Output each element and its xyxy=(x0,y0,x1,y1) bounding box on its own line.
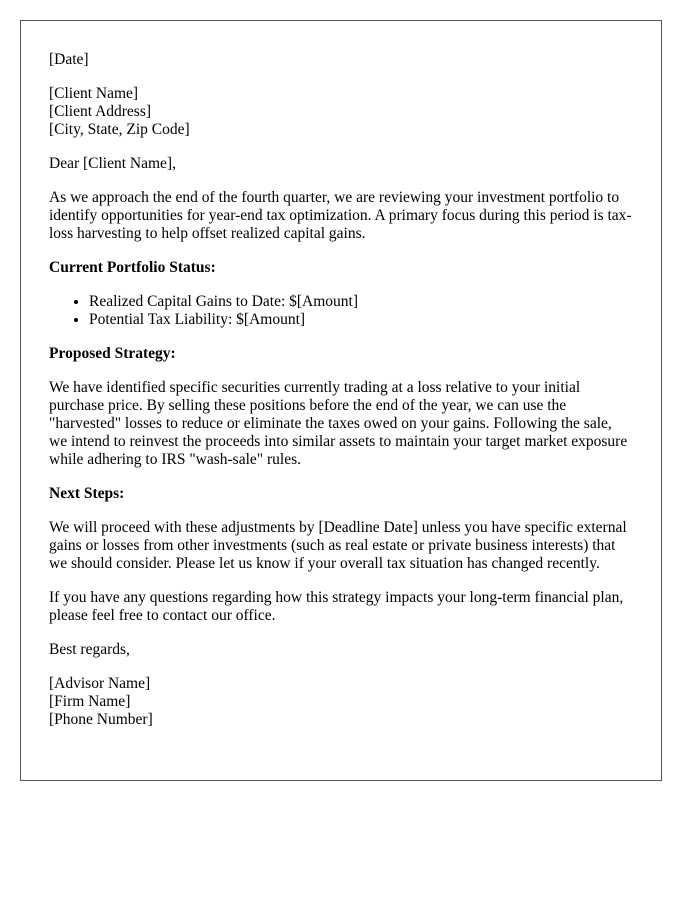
portfolio-status-heading: Current Portfolio Status: xyxy=(49,259,216,276)
next-steps-heading: Next Steps: xyxy=(49,485,125,502)
phone-number: [Phone Number] xyxy=(49,711,153,728)
next-steps-paragraph: We will proceed with these adjustments by [Deadline Date] unless you have specific external gains or losses from other investments (such as real estate or private business interests) that we should consider. Please let us know if your overall tax situation has changed recently. xyxy=(49,519,627,572)
closing-paragraph: If you have any questions regarding how this strategy impacts your long-term financial plan, please feel free to contact our office. xyxy=(49,589,624,624)
recipient-city-state-zip: [City, State, Zip Code] xyxy=(49,121,190,138)
letter-page xyxy=(20,20,662,781)
portfolio-status-list xyxy=(49,293,633,329)
recipient-address-block xyxy=(49,85,633,139)
advisor-name: [Advisor Name] xyxy=(49,675,151,692)
firm-name: [Firm Name] xyxy=(49,693,131,710)
list-item: • Realized Capital Gains to Date: $[Amount] xyxy=(89,293,633,311)
signature-block xyxy=(49,675,633,729)
recipient-address: [Client Address] xyxy=(49,103,152,120)
sign-off: Best regards, xyxy=(49,641,130,658)
strategy-paragraph: We have identified specific securities currently trading at a loss relative to your initial purchase price. By selling these positions before the end of the year, we can use the "harvested" losses to reduce or eliminate the taxes owed on your gains. Following the sale, we intend to reinvest the proceeds into similar assets to maintain your target market exposure while adhering to IRS "wash-sale" rules. xyxy=(49,379,628,468)
list-item: • Potential Tax Liability: $[Amount] xyxy=(89,311,633,329)
letter-date: [Date] xyxy=(49,51,89,68)
strategy-heading: Proposed Strategy: xyxy=(49,345,176,362)
recipient-name: [Client Name] xyxy=(49,85,139,102)
salutation: Dear [Client Name], xyxy=(49,155,176,172)
intro-paragraph: As we approach the end of the fourth quarter, we are reviewing your investment portfolio to identify opportunities for year-end tax optimization. A primary focus during this period is tax-loss harvesting to help offset realized capital gains. xyxy=(49,189,632,242)
